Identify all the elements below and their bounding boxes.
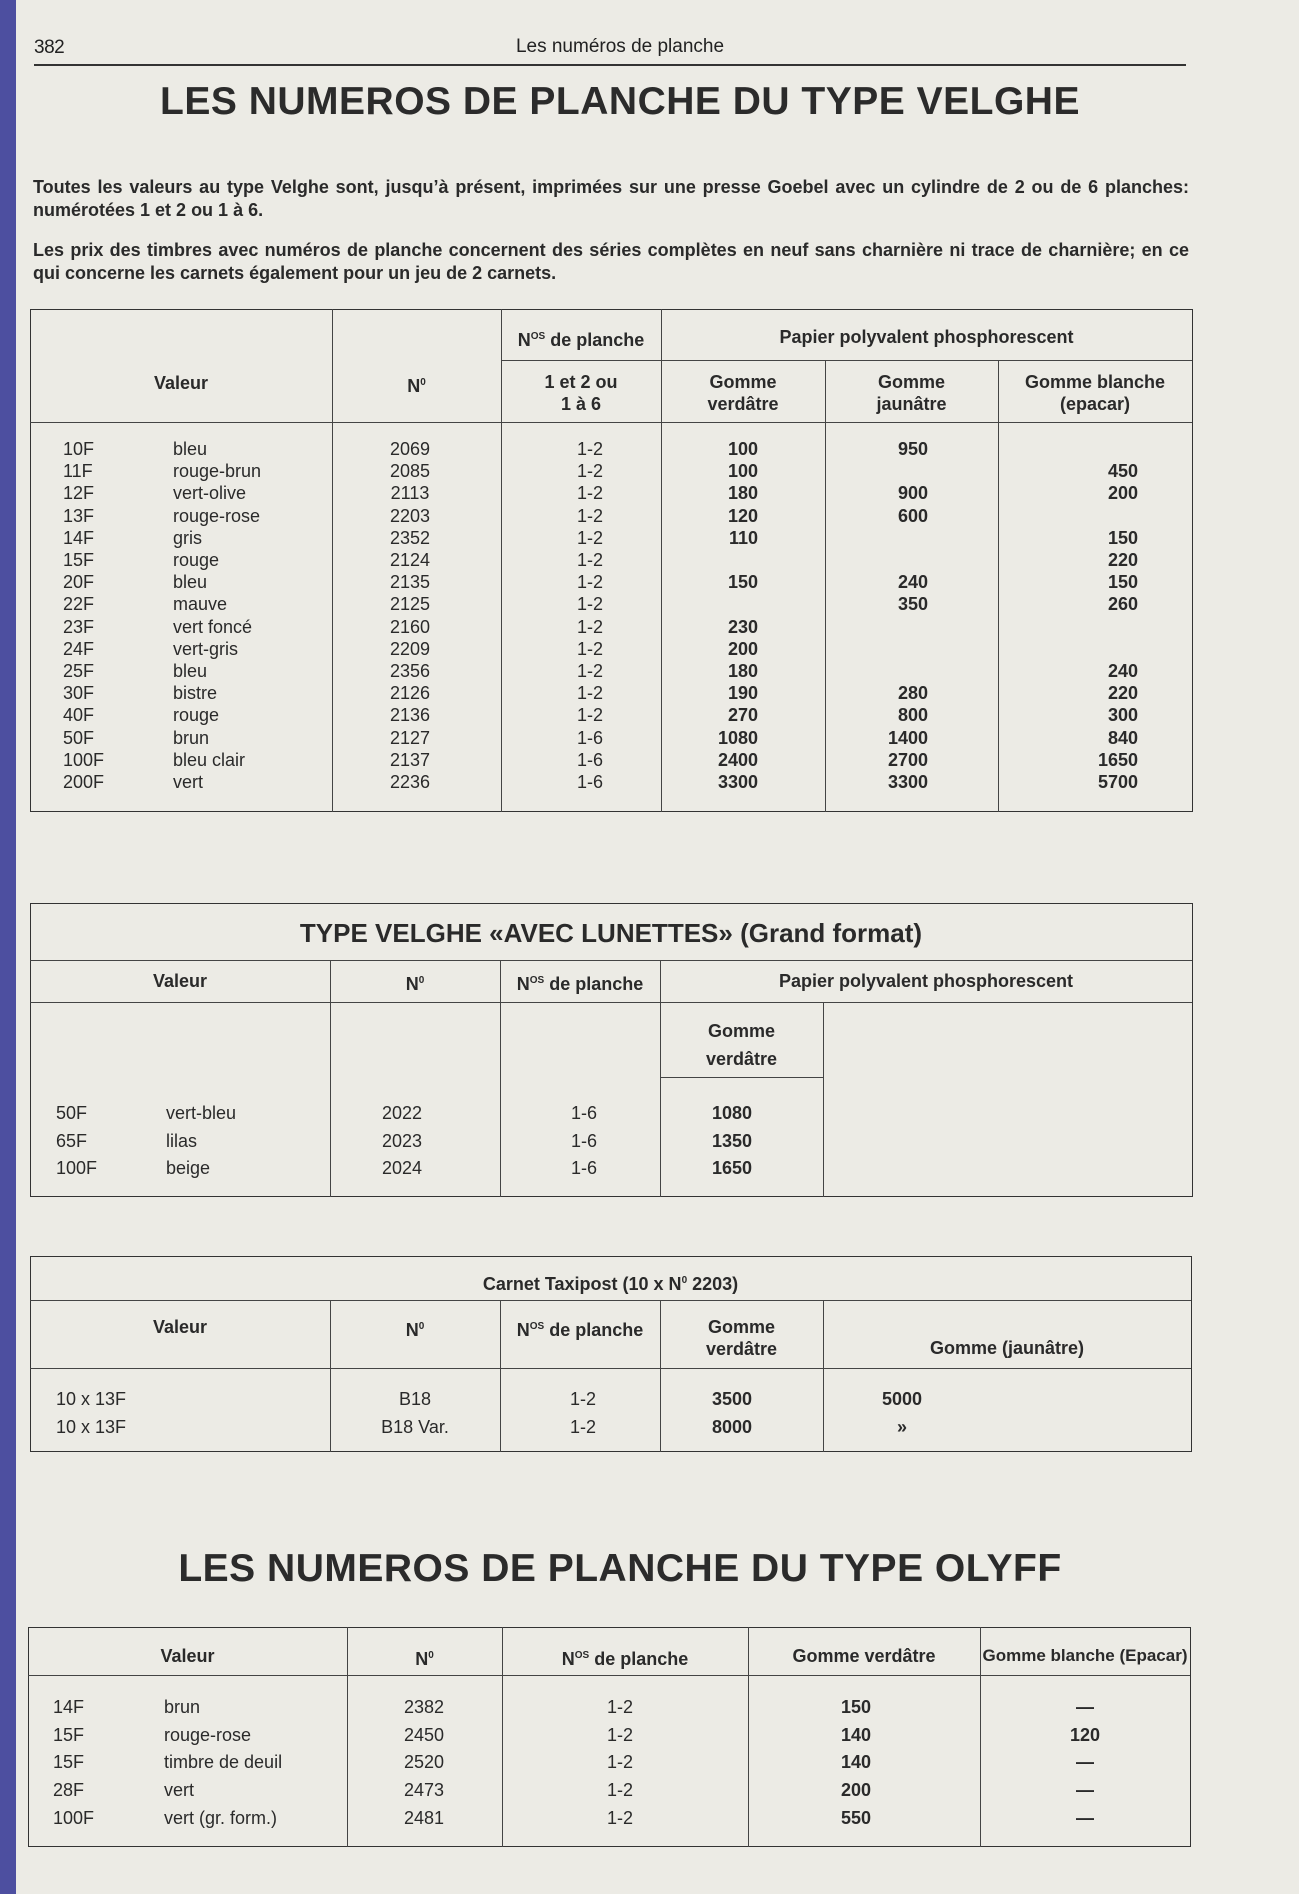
- cell-number: 2450: [403, 1724, 445, 1745]
- cell-valeur: 10F: [63, 439, 95, 459]
- cell-planche: 1-2: [569, 1416, 596, 1437]
- col-header-jaunatre: Gomme jaunâtre: [876, 372, 947, 414]
- cell-color: beige: [166, 1158, 211, 1178]
- cell-number: 2209: [389, 638, 431, 659]
- cell-verdatre: 140: [840, 1724, 872, 1745]
- cell-number: 2382: [403, 1697, 445, 1717]
- cell-color: brun: [173, 727, 210, 748]
- col-header-planche: $N^{OS}$ de planche: [517, 330, 645, 350]
- cell-number: 2137: [389, 749, 431, 770]
- cell-verdatre: 230: [727, 616, 758, 637]
- cell-planche: 1-2: [576, 439, 603, 459]
- cell-jaunatre: 2700: [887, 749, 928, 770]
- cell-planche: 1-2: [576, 616, 603, 637]
- col-header-no: $N^0$: [405, 1320, 425, 1340]
- cell-jaunatre: 5000: [881, 1389, 923, 1409]
- cell-planche: 1-2: [569, 1389, 596, 1409]
- cell-number: 2125: [389, 594, 431, 615]
- table-title-lunettes: TYPE VELGHE «AVEC LUNETTES» (Grand format): [299, 918, 923, 948]
- cell-valeur: 25F: [63, 661, 95, 681]
- cell-verdatre: 1080: [717, 727, 758, 748]
- col-header-valeur: Valeur: [160, 1646, 215, 1666]
- cell-blanche: 200: [1107, 483, 1138, 504]
- cell-planche: 1-2: [576, 550, 603, 570]
- cell-number: 2236: [389, 772, 431, 792]
- cell-jaunatre: 240: [897, 572, 928, 593]
- cell-number: 2160: [389, 616, 431, 637]
- cell-color: gris: [173, 527, 203, 548]
- cell-number: 2203: [389, 505, 431, 526]
- cell-jaunatre: 900: [897, 483, 928, 504]
- cell-number: 2352: [389, 527, 431, 548]
- cell-blanche: —: [1076, 1780, 1094, 1801]
- cell-blanche: 450: [1107, 461, 1138, 482]
- col-header-blanche: Gomme blanche (epacar): [1024, 372, 1166, 414]
- cell-planche: 1-2: [606, 1697, 633, 1717]
- cell-valeur: 20F: [63, 572, 95, 593]
- cell-jaunatre: 1400: [887, 727, 928, 748]
- cell-verdatre: 200: [727, 638, 758, 659]
- cell-verdatre: 1650: [711, 1158, 753, 1178]
- cell-color: rouge: [173, 705, 220, 726]
- cell-verdatre: 270: [727, 705, 758, 726]
- col-header-verdatre: Gomme verdâtre: [705, 1317, 778, 1359]
- cell-valeur: 40F: [63, 705, 95, 726]
- cell-number: 2024: [381, 1158, 423, 1178]
- cell-jaunatre: 600: [897, 505, 928, 526]
- cell-planche: 1-6: [576, 749, 603, 770]
- cell-number: 2023: [381, 1130, 423, 1151]
- cell-number: 2126: [389, 683, 431, 704]
- cell-color: vert-gris: [173, 638, 239, 659]
- cell-valeur: 100F: [56, 1158, 98, 1178]
- cell-number: B18 Var.: [381, 1416, 449, 1437]
- cell-color: vert (gr. form.): [164, 1807, 278, 1828]
- cell-verdatre: 180: [727, 483, 758, 504]
- running-head: Les numéros de planche: [515, 36, 725, 57]
- col-header-planche-range: 1 et 2 ou 1 à 6: [544, 372, 618, 414]
- cell-valeur: 10 x 13F: [56, 1416, 127, 1437]
- col-header-valeur: Valeur: [153, 373, 209, 393]
- cell-number: 2520: [403, 1752, 445, 1773]
- cell-valeur: 12F: [63, 483, 95, 504]
- cell-verdatre: 150: [840, 1697, 872, 1717]
- cell-valeur: 13F: [63, 505, 95, 526]
- cell-color: bleu clair: [173, 749, 246, 770]
- col-header-verdatre: Gomme verdâtre: [705, 1021, 778, 1069]
- cell-blanche: 220: [1107, 683, 1138, 704]
- cell-verdatre: 190: [727, 683, 758, 704]
- page-edge-strip: [0, 0, 16, 1894]
- cell-number: 2069: [389, 439, 431, 459]
- cell-jaunatre: 3300: [887, 772, 928, 792]
- cell-number: 2481: [403, 1807, 445, 1828]
- section-title-olyff: LES NUMEROS DE PLANCHE DU TYPE OLYFF: [178, 1547, 1062, 1590]
- cell-blanche: 5700: [1097, 772, 1138, 792]
- cell-jaunatre: »: [896, 1416, 907, 1437]
- cell-valeur: 200F: [63, 772, 105, 792]
- col-header-blanche: Gomme blanche (Epacar): [982, 1646, 1188, 1665]
- cell-color: bleu: [173, 572, 208, 593]
- col-header-no: $N^0$: [407, 376, 426, 396]
- cell-valeur: 14F: [63, 527, 95, 548]
- cell-number: B18: [398, 1389, 432, 1409]
- cell-valeur: 65F: [56, 1130, 88, 1151]
- cell-number: 2356: [389, 661, 431, 681]
- cell-color: rouge-rose: [173, 505, 261, 526]
- cell-blanche: 1650: [1097, 749, 1138, 770]
- cell-verdatre: 1350: [711, 1130, 753, 1151]
- page-number: 382: [34, 37, 65, 58]
- cell-verdatre: 3500: [711, 1389, 753, 1409]
- cell-valeur: 11F: [63, 461, 93, 482]
- cell-valeur: 24F: [63, 638, 95, 659]
- cell-valeur: 23F: [63, 616, 95, 637]
- cell-color: mauve: [173, 594, 228, 615]
- cell-valeur: 50F: [56, 1103, 88, 1123]
- cell-valeur: 22F: [63, 594, 95, 615]
- cell-planche: 1-2: [606, 1724, 633, 1745]
- cell-color: vert-bleu: [166, 1103, 237, 1123]
- cell-planche: 1-2: [576, 661, 603, 681]
- table-title-taxipost: Carnet Taxipost (10 x $N^0$ 2203): [482, 1274, 739, 1294]
- cell-color: vert: [164, 1780, 195, 1801]
- cell-color: vert foncé: [173, 616, 253, 637]
- cell-planche: 1-6: [570, 1130, 597, 1151]
- cell-planche: 1-2: [606, 1780, 633, 1801]
- cell-verdatre: 200: [840, 1780, 872, 1801]
- cell-verdatre: 180: [727, 661, 758, 681]
- cell-planche: 1-2: [606, 1752, 633, 1773]
- cell-planche: 1-6: [570, 1158, 597, 1178]
- cell-color: vert-olive: [173, 483, 247, 504]
- col-header-no: $N^0$: [405, 974, 425, 994]
- cell-verdatre: 100: [727, 439, 758, 459]
- cell-valeur: 15F: [53, 1752, 85, 1773]
- cell-blanche: —: [1076, 1807, 1094, 1828]
- section-title-velghe: LES NUMEROS DE PLANCHE DU TYPE VELGHE: [160, 80, 1080, 123]
- cell-planche: 1-2: [576, 705, 603, 726]
- cell-color: rouge: [173, 550, 220, 570]
- cell-planche: 1-2: [576, 638, 603, 659]
- cell-verdatre: 120: [727, 505, 758, 526]
- cell-planche: 1-2: [576, 527, 603, 548]
- cell-blanche: 840: [1107, 727, 1138, 748]
- cell-verdatre: 2400: [717, 749, 758, 770]
- cell-planche: 1-2: [576, 572, 603, 593]
- cell-planche: 1-2: [576, 505, 603, 526]
- cell-color: brun: [164, 1697, 201, 1717]
- cell-number: 2085: [389, 461, 431, 482]
- cell-blanche: 150: [1107, 527, 1138, 548]
- cell-color: bistre: [173, 683, 218, 704]
- cell-planche: 1-2: [576, 483, 603, 504]
- cell-valeur: 100F: [53, 1807, 95, 1828]
- cell-verdatre: 550: [840, 1807, 872, 1828]
- cell-planche: 1-2: [576, 683, 603, 704]
- col-header-planche: $N^{OS}$ de planche: [516, 974, 644, 994]
- cell-planche: 1-6: [576, 727, 603, 748]
- col-header-valeur: Valeur: [152, 971, 208, 991]
- cell-color: rouge-rose: [164, 1724, 252, 1745]
- cell-blanche: 220: [1107, 550, 1138, 570]
- cell-color: lilas: [166, 1130, 198, 1151]
- cell-color: bleu: [173, 661, 208, 681]
- cell-valeur: 15F: [53, 1724, 85, 1745]
- cell-planche: 1-2: [606, 1807, 633, 1828]
- col-header-papier: Papier polyvalent phosphorescent: [779, 327, 1074, 347]
- cell-valeur: 30F: [63, 683, 95, 704]
- cell-valeur: 10 x 13F: [56, 1389, 127, 1409]
- col-header-verdatre: Gomme verdâtre: [707, 372, 779, 414]
- cell-color: bleu: [173, 439, 208, 459]
- col-header-verdatre: Gomme verdâtre: [792, 1646, 936, 1666]
- cell-color: vert: [173, 772, 204, 792]
- cell-verdatre: 150: [727, 572, 758, 593]
- cell-blanche: 150: [1107, 572, 1138, 593]
- cell-blanche: 120: [1069, 1724, 1101, 1745]
- cell-jaunatre: 350: [897, 594, 928, 615]
- cell-jaunatre: 280: [897, 683, 928, 704]
- cell-blanche: 300: [1107, 705, 1138, 726]
- cell-number: 2136: [389, 705, 431, 726]
- cell-planche: 1-2: [576, 594, 603, 615]
- intro-paragraph-1: Toutes les valeurs au type Velghe sont, jusqu’à présent, imprimées sur une presse Goebel avec un cylindre de 2 ou de 6 planches: numérotées 1 et 2 ou 1 à 6.: [33, 177, 1189, 220]
- col-header-no: $N^0$: [415, 1649, 434, 1669]
- cell-verdatre: 100: [727, 461, 758, 482]
- cell-valeur: 50F: [63, 727, 95, 748]
- col-header-planche: $N^{OS}$ de planche: [561, 1649, 689, 1669]
- cell-blanche: —: [1076, 1752, 1094, 1773]
- cell-planche: 1-6: [570, 1103, 597, 1123]
- cell-jaunatre: 950: [897, 439, 928, 459]
- cell-verdatre: 3300: [717, 772, 758, 792]
- cell-number: 2127: [389, 727, 431, 748]
- cell-valeur: 28F: [53, 1780, 85, 1801]
- cell-number: 2473: [403, 1780, 445, 1801]
- cell-number: 2113: [390, 483, 430, 504]
- cell-number: 2124: [389, 550, 431, 570]
- cell-blanche: 260: [1107, 594, 1138, 615]
- header-rule: [34, 64, 1186, 66]
- cell-planche: 1-2: [576, 461, 603, 482]
- cell-verdatre: 8000: [711, 1416, 753, 1437]
- cell-planche: 1-6: [576, 772, 603, 792]
- intro-paragraph-2: Les prix des timbres avec numéros de planche concernent des séries complètes en neuf sans charnière ni trace de charnière; en ce qui concerne les carnets également pour un jeu de 2 carnets.: [33, 240, 1189, 283]
- col-header-valeur: Valeur: [152, 1317, 208, 1337]
- col-header-jaunatre: Gomme (jaunâtre): [929, 1338, 1085, 1358]
- col-header-planche: $N^{OS}$ de planche: [516, 1320, 644, 1340]
- cell-verdatre: 110: [728, 527, 758, 548]
- cell-valeur: 100F: [63, 749, 105, 770]
- cell-verdatre: 140: [840, 1752, 872, 1773]
- cell-jaunatre: 800: [897, 705, 928, 726]
- cell-valeur: 15F: [63, 550, 95, 570]
- cell-verdatre: 1080: [711, 1103, 753, 1123]
- cell-valeur: 14F: [53, 1697, 85, 1717]
- cell-blanche: 240: [1107, 661, 1138, 681]
- cell-number: 2135: [389, 572, 431, 593]
- cell-color: timbre de deuil: [164, 1752, 283, 1773]
- cell-blanche: —: [1076, 1697, 1094, 1717]
- col-header-papier: Papier polyvalent phosphorescent: [778, 971, 1074, 991]
- cell-color: rouge-brun: [173, 461, 262, 482]
- cell-number: 2022: [381, 1103, 423, 1123]
